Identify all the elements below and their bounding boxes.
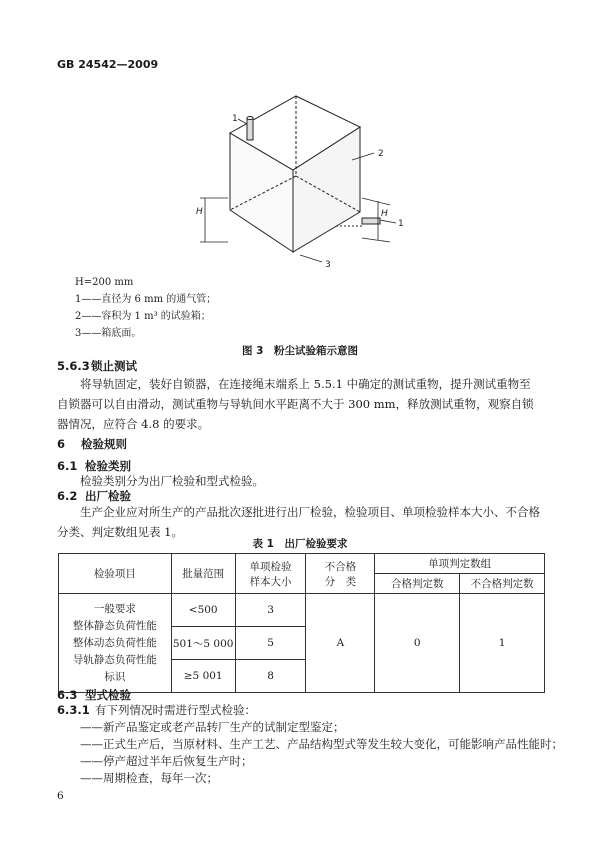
callout-vent-top: 1 <box>232 114 238 124</box>
section-title: 型式检验 <box>85 688 131 702</box>
heading-6-3-1 <box>57 703 256 717</box>
paragraph-6-1: 检验类别分为出厂检验和型式检验。 <box>80 474 264 488</box>
section-title: 检验规则 <box>81 437 127 451</box>
callout-vent-side: 1 <box>398 219 404 229</box>
lot-cell: 501～5 000 <box>171 627 235 660</box>
dust-test-box-figure <box>185 90 425 270</box>
header-accept: 合格判定数 <box>375 574 460 594</box>
lot-cell: ≥5 001 <box>171 660 235 693</box>
item-name: 整体动态负荷性能 <box>72 636 157 649</box>
sample-cell: 5 <box>235 627 306 660</box>
list-item: ——停产超过半年后恢复生产时； <box>80 754 253 768</box>
list-item: ——新产品鉴定或老产品转厂生产的试制定型鉴定； <box>80 720 345 734</box>
items-cell <box>59 594 172 693</box>
header-nonconform: 不合格 分 类 <box>306 554 375 594</box>
accept-cell: 0 <box>375 594 460 693</box>
header-item: 检验项目 <box>59 554 172 594</box>
figure-caption: 图 3 粉尘试验箱示意图 <box>242 345 358 357</box>
reject-cell: 1 <box>460 594 545 693</box>
table-header-row <box>59 554 545 574</box>
header-sample: 单项检验 样本大小 <box>235 554 306 594</box>
dim-label-left: H <box>196 207 203 217</box>
dim-label-right: H <box>381 209 388 219</box>
legend-item-2: 2——容积为 1 m³ 的试验箱； <box>75 311 211 322</box>
section-title: 出厂检验 <box>85 489 131 503</box>
section-number: 6 <box>57 437 66 451</box>
heading-5-6-3 <box>57 358 137 374</box>
section-number: 6.3 <box>57 688 78 702</box>
list-item: ——正式生产后，当原材料、生产工艺、产品结构型式等发生较大变化，可能影响产品性能时； <box>80 737 563 751</box>
callout-box: 2 <box>378 149 384 159</box>
section-title: 锁止测试 <box>91 359 137 373</box>
legend-item-1: 1——直径为 6 mm 的通气管； <box>75 294 217 305</box>
category-cell: A <box>306 594 375 693</box>
sample-cell: 8 <box>235 660 306 693</box>
inspection-requirements-table <box>58 553 545 693</box>
heading-6 <box>57 436 127 452</box>
standard-code: GB 24542—2009 <box>57 58 159 71</box>
list-item: ——周期检查，每年一次； <box>80 771 218 785</box>
item-name: 整体静态负荷性能 <box>72 619 157 632</box>
section-number: 6.1 <box>57 459 78 473</box>
item-name: 标识 <box>104 670 126 683</box>
header-judgement: 单项判定数组 <box>375 554 545 574</box>
section-title: 检验类别 <box>85 459 131 473</box>
callout-bottom: 3 <box>325 260 331 270</box>
paragraph-5-6-3: 将导轨固定，装好自锁器，在连接绳末端系上 5.5.1 中确定的测试重物，提升测试重物至自锁器可以自由滑动，测试重物与导轨间水平距离不大于 300 mm，释放测试重物，观察自锁器情况，应符合 4.8 的要求。 <box>57 377 534 431</box>
item-name: 导轨静态负荷性能 <box>72 653 157 666</box>
section-text: 有下列情况时需进行型式检验： <box>95 703 256 717</box>
page-number: 6 <box>57 790 64 802</box>
table-caption: 表 1 出厂检验要求 <box>252 538 348 550</box>
header-lot: 批量范围 <box>171 554 235 594</box>
table-row <box>59 594 545 627</box>
item-name: 一般要求 <box>93 602 136 615</box>
legend-h: H=200 mm <box>75 277 134 288</box>
heading-6-3 <box>57 687 131 703</box>
paragraph-6-2: 生产企业应对所生产的产品批次逐批进行出厂检验，检验项目、单项检验样本大小、不合格分类、判定数组见表 1。 <box>57 505 540 539</box>
sample-cell: 3 <box>235 594 306 627</box>
section-number: 6.3.1 <box>57 703 90 717</box>
vent-tube-top <box>247 117 253 141</box>
section-number: 5.6.3 <box>57 359 90 373</box>
header-reject: 不合格判定数 <box>460 574 545 594</box>
lot-cell: <500 <box>171 594 235 627</box>
legend-item-3: 3——箱底面。 <box>75 328 142 339</box>
section-number: 6.2 <box>57 489 78 503</box>
